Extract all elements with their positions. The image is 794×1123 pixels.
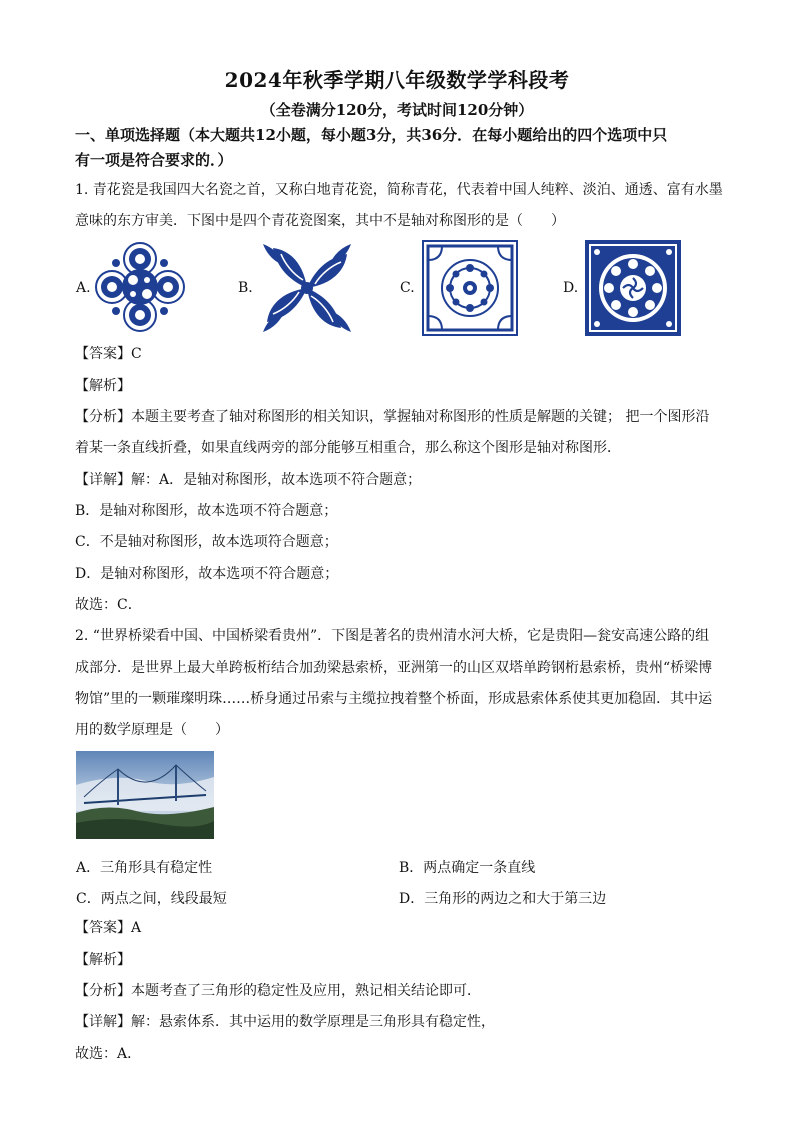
question-2-analysis: 【分析】本题考查了三角形的稳定性及应用，熟记相关结论即可． bbox=[75, 983, 481, 999]
question-2-option-c: C．两点之间，线段最短 bbox=[76, 891, 227, 907]
option-c-label: C. bbox=[400, 280, 415, 296]
question-1-detail-c: C．不是轴对称图形，故本选项符合题意； bbox=[75, 534, 338, 550]
question-2-option-a: A．三角形具有稳定性 bbox=[76, 860, 213, 876]
section-heading-cont: 有一项是符合要求的．） bbox=[75, 151, 233, 169]
question-2-stem-cont-2: 物馆”里的一颗璀璨明珠……桥身通过吊索与主缆拉拽着整个桥面，形成悬索体系使其更加稳固．其中运 bbox=[75, 691, 713, 707]
framed-medallion-pattern-icon bbox=[585, 240, 681, 336]
bridge-photo bbox=[76, 751, 214, 839]
page-subtitle: （全卷满分120分，考试时间120分钟） bbox=[260, 101, 534, 119]
question-2-option-d: D．三角形的两边之和大于第三边 bbox=[399, 891, 607, 907]
question-2-stem-cont-1: 成部分．是世界上最大单跨板桁结合加劲梁悬索桥，亚洲第一的山区双塔单跨钢桁悬索桥，贵州“桥梁博 bbox=[75, 660, 713, 676]
question-2-detail: 【详解】解：悬索体系．其中运用的数学原理是三角形具有稳定性， bbox=[75, 1014, 495, 1030]
option-a-label: A. bbox=[76, 280, 91, 296]
question-1-stem-cont: 意味的东方审美．下图中是四个青花瓷图案，其中不是轴对称图形的是（ ） bbox=[75, 213, 565, 229]
option-b-label: B. bbox=[238, 280, 253, 296]
question-1-conclusion: 故选：C． bbox=[75, 597, 142, 613]
question-2-stem-cont-3: 用的数学原理是（ ） bbox=[75, 722, 229, 738]
question-2-answer: 【答案】A bbox=[75, 920, 142, 936]
question-1-stem: 1. 青花瓷是我国四大名瓷之首，又称白地青花瓷，简称青花，代表着中国人纯粹、淡泊、通透、富有水墨 bbox=[75, 182, 723, 198]
question-1-detail-a: 【详解】解：A．是轴对称图形，故本选项不符合题意； bbox=[75, 472, 422, 488]
question-1-detail-d: D．是轴对称图形，故本选项不符合题意； bbox=[75, 566, 339, 582]
question-1-answer: 【答案】C bbox=[75, 346, 142, 362]
question-2-analysis-label: 【解析】 bbox=[75, 952, 131, 968]
question-1-analysis-label: 【解析】 bbox=[75, 378, 131, 394]
quatrefoil-pattern-icon bbox=[94, 241, 186, 333]
section-heading: 一、单项选择题（本大题共12小题，每小题3分，共36分．在每小题给出的四个选项中只 bbox=[75, 126, 668, 144]
palmette-pattern-icon bbox=[259, 240, 355, 336]
question-1-analysis-cont: 着某一条直线折叠，如果直线两旁的部分能够互相重合，那么称这个图形是轴对称图形． bbox=[75, 440, 621, 456]
question-1-analysis: 【分析】本题主要考查了轴对称图形的相关知识，掌握轴对称图形的性质是解题的关键； 把一个图形沿 bbox=[75, 409, 710, 425]
question-2-conclusion: 故选：A． bbox=[75, 1046, 142, 1062]
question-1-detail-b: B．是轴对称图形，故本选项不符合题意； bbox=[75, 503, 338, 519]
framed-rosette-pattern-icon bbox=[422, 240, 518, 336]
page-title: 2024年秋季学期八年级数学学科段考 bbox=[224, 68, 570, 92]
option-d-label: D. bbox=[563, 280, 579, 296]
question-2-option-b: B．两点确定一条直线 bbox=[399, 860, 536, 876]
question-2-stem: 2. “世界桥梁看中国、中国桥梁看贵州”．下图是著名的贵州清水河大桥，它是贵阳—瓮安高速公路的组 bbox=[75, 628, 710, 644]
